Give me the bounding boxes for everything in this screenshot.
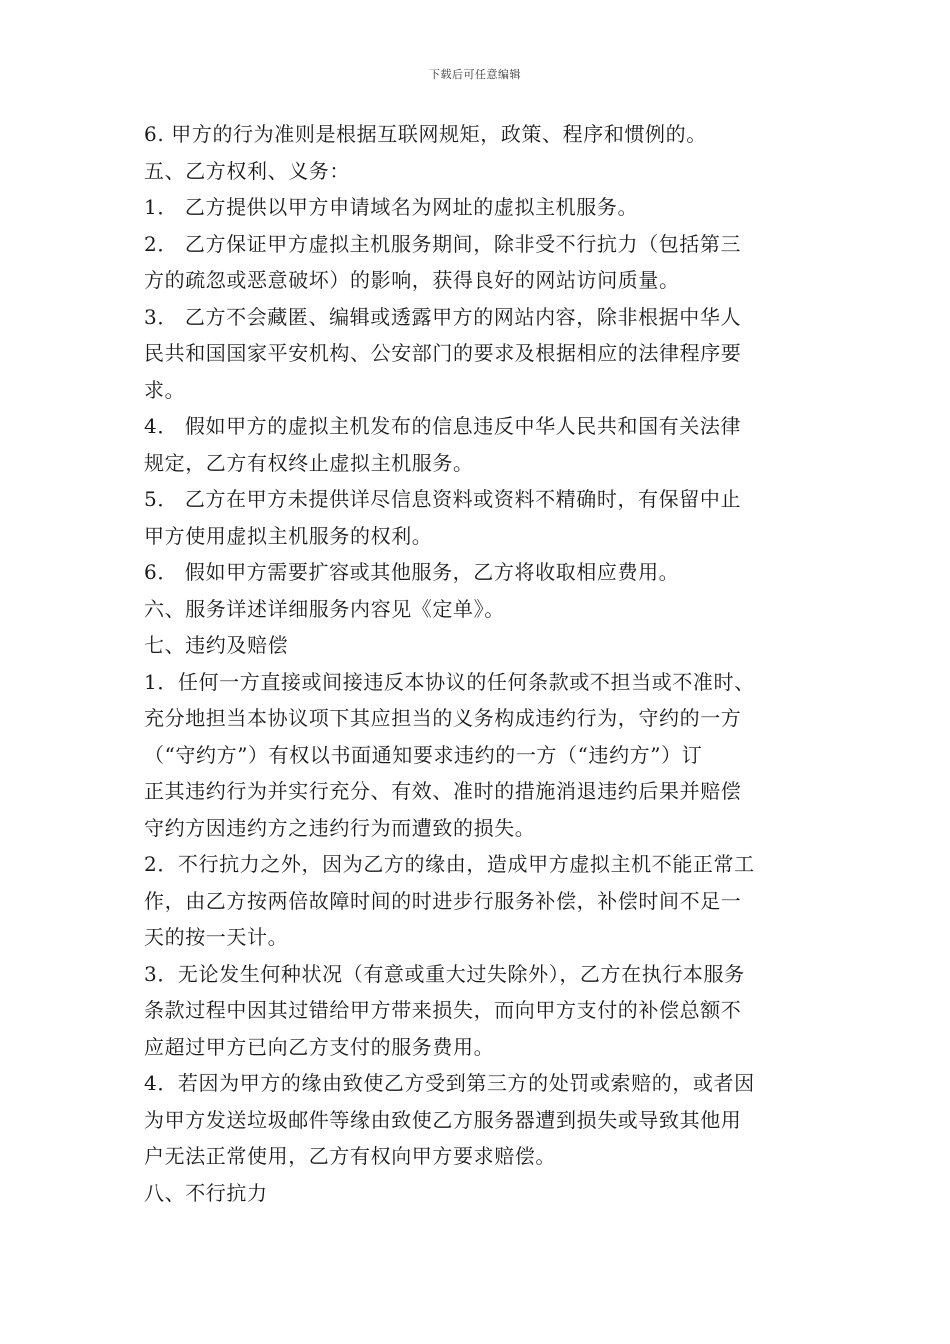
- section-heading-8: 八、不行抗力: [144, 1180, 268, 1205]
- text-line: 求。: [144, 377, 186, 402]
- text-line: （“守约方”）有权以书面通知要求违约的一方（“违约方”）订: [144, 742, 703, 767]
- text-line: 条款过程中因其过错给甲方带来损失，而向甲方支付的补偿总额不: [144, 998, 742, 1022]
- text-line: 甲方使用虚拟主机服务的权利。: [144, 523, 433, 548]
- text-line: 3．无论发生何种状况（有意或重大过失除外），乙方在执行本服务: [144, 961, 745, 986]
- text-line: 6. 甲方的行为准则是根据互联网规矩，政策、程序和惯例的。: [144, 122, 707, 146]
- text-line: 5． 乙方在甲方未提供详尽信息资料或资料不精确时，有保留中止: [144, 487, 742, 511]
- text-line: 民共和国国家平安机构、公安部门的要求及根据相应的法律程序要: [144, 341, 742, 365]
- text-line: 3． 乙方不会藏匿、编辑或透露甲方的网站内容，除非根据中华人: [144, 304, 742, 329]
- text-line: 守约方因违约方之违约行为而遭致的损失。: [144, 815, 536, 840]
- section-heading-6: 六、服务详述详细服务内容见《定单》。: [144, 596, 505, 621]
- section-heading-7: 七、违约及赔偿: [144, 633, 289, 657]
- text-line: 为甲方发送垃圾邮件等缘由致使乙方服务器遭到损失或导致其他用: [144, 1107, 742, 1132]
- text-line: 2． 乙方保证甲方虚拟主机服务期间，除非受不行抗力（包括第三: [144, 231, 742, 256]
- text-line: 1．任何一方直接或间接违反本协议的任何条款或不担当或不准时、: [144, 669, 755, 694]
- text-line: 方的疏忽或恶意破坏）的影响，获得良好的网站访问质量。: [144, 268, 680, 292]
- text-line: 6． 假如甲方需要扩容或其他服务，乙方将收取相应费用。: [144, 560, 680, 584]
- text-line: 2．不行抗力之外，因为乙方的缘由，造成甲方虚拟主机不能正常工: [144, 852, 755, 876]
- text-line: 户无法正常使用，乙方有权向甲方要求赔偿。: [144, 1144, 556, 1168]
- text-line: 规定，乙方有权终止虚拟主机服务。: [144, 450, 474, 475]
- text-line: 作，由乙方按两倍故障时间的时进步行服务补偿，补偿时间不足一: [144, 888, 742, 913]
- text-line: 充分地担当本协议项下其应担当的义务构成违约行为，守约的一方: [144, 706, 742, 730]
- text-line: 应超过甲方已向乙方支付的服务费用。: [144, 1034, 495, 1059]
- section-heading-5: 五、乙方权利、义务：: [144, 158, 350, 183]
- text-line: 正其违约行为并实行充分、有效、准时的措施消退违约后果并赔偿: [144, 779, 742, 803]
- document-body: [144, 116, 808, 1211]
- text-line: 4．若因为甲方的缘由致使乙方受到第三方的处罚或索赔的，或者因: [144, 1071, 755, 1095]
- text-line: 天的按一天计。: [144, 925, 289, 949]
- text-line: 1． 乙方提供以甲方申请域名为网址的虚拟主机服务。: [144, 195, 639, 219]
- text-line: 4． 假如甲方的虚拟主机发布的信息违反中华人民共和国有关法律: [144, 414, 742, 438]
- page-header-note: 下载后可任意编辑: [429, 68, 521, 81]
